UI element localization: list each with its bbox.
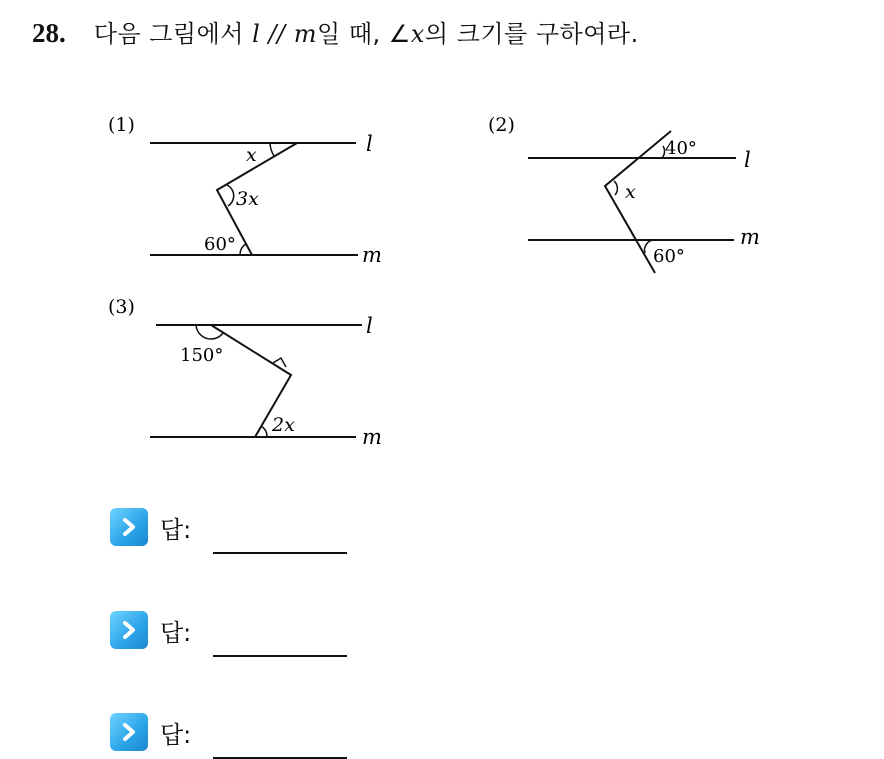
figure-1-arc-top	[270, 143, 274, 156]
question-line-l: l	[252, 20, 261, 48]
figure-3-helper-58	[274, 364, 291, 386]
figure-1-angle-60: 60°	[204, 234, 236, 255]
figure-1-arc-mid	[227, 185, 234, 206]
question-line-m: m	[293, 20, 318, 48]
question-text-post: 의 크기를 구하여라.	[424, 20, 639, 48]
answer-blank-3[interactable]	[213, 733, 347, 759]
figure-1-arc-bottom	[240, 244, 246, 255]
figure-3-line-l-label: l	[366, 314, 373, 338]
answer-blank-2[interactable]	[213, 631, 347, 657]
figure-3-line-m-label: m	[362, 425, 382, 449]
chevron-right-icon	[110, 611, 148, 649]
question-text-mid: 일 때, ∠	[317, 20, 411, 48]
answer-row-3	[110, 705, 347, 759]
figure-2-label: (2)	[488, 114, 515, 136]
figure-2-angle-60: 60°	[653, 246, 685, 267]
figure-2-line-l-label: l	[744, 148, 751, 172]
question-var-x: x	[410, 20, 425, 48]
answer-label-2: 답:	[160, 618, 192, 647]
answer-blank-1[interactable]	[213, 528, 347, 554]
figure-3-helper-59	[274, 364, 291, 386]
answer-label-3: 답:	[160, 720, 192, 749]
figure-3-label: (3)	[108, 296, 135, 318]
figure-3	[150, 325, 362, 437]
figure-3-angle-2x: 2x	[272, 414, 295, 436]
chevron-right-icon	[110, 713, 148, 751]
figure-2-angle-x: x	[625, 181, 636, 203]
figure-3-angle-150: 150°	[180, 345, 224, 366]
figure-1-label: (1)	[108, 114, 135, 136]
figure-3-arc-bottom	[261, 426, 267, 437]
answer-label-1: 답:	[160, 515, 192, 544]
figure-2-arc-mid	[614, 181, 617, 195]
question-parallel: //	[260, 20, 294, 48]
figure-2-angle-40: 40°	[665, 138, 697, 159]
figure-1-angle-3x: 3x	[236, 188, 259, 210]
answer-row-2	[110, 603, 347, 657]
question-number: 28.	[32, 18, 66, 48]
figure-1-line-l-label: l	[366, 132, 373, 156]
figure-3-arc-top	[196, 325, 223, 339]
answer-row-1	[110, 500, 347, 554]
figure-1-line-m-label: m	[362, 243, 382, 267]
figure-3-helper-2	[274, 352, 291, 375]
figure-2-line-m-label: m	[740, 225, 760, 249]
question-text-pre: 다음 그림에서	[93, 20, 253, 48]
figure-1-angle-x: x	[246, 144, 257, 166]
chevron-right-icon	[110, 508, 148, 546]
